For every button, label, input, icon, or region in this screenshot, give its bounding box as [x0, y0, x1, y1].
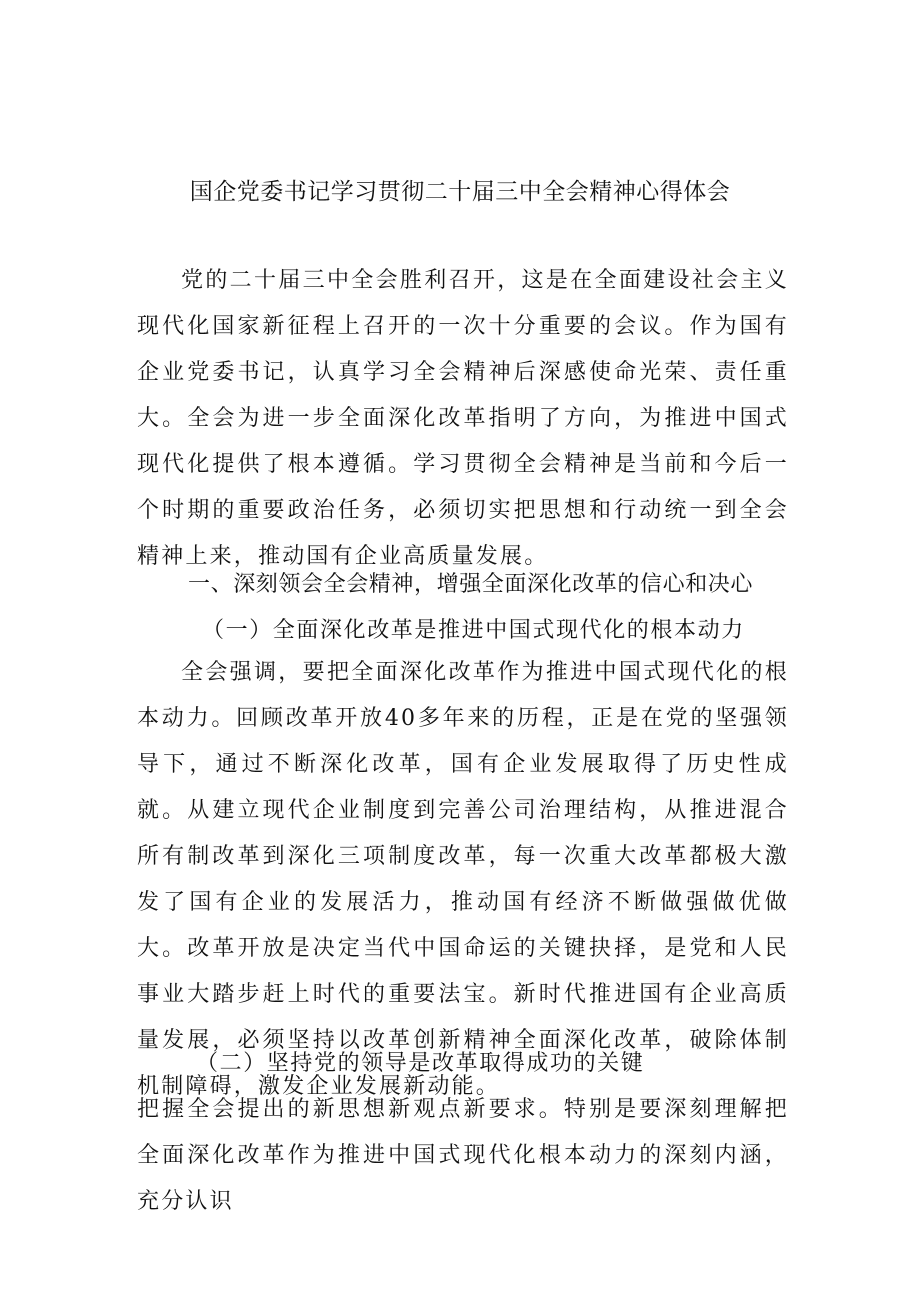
document-title: 国企党委书记学习贯彻二十届三中全会精神心得体会 [189, 179, 731, 205]
subsection-heading-1: （一）全面深化改革是推进中国式现代化的根本动力 [202, 618, 745, 643]
intro-paragraph: 党的二十届三中全会胜利召开，这是在全面建设社会主义现代化国家新征程上召开的一次十分重要的会议。作为国有企业党委书记，认真学习全会精神后深感使命光荣、责任重大。全会为进一步全面深化改革指明了方向，为推进中国式现代化提供了根本遵循。学习贯彻全会精神是当前和今后一个时期的重要政治任务，必须切实把思想和行动统一到全会精神上来，推动国有企业高质量发展。 [137, 268, 789, 569]
subsection-heading-2: （二）坚持党的领导是改革取得成功的关键 [196, 1051, 645, 1076]
subsection-1-paragraph: 全会强调，要把全面深化改革作为推进中国式现代化的根本动力。回顾改革开放40多年来的历程，正是在党的坚强领导下，通过不断深化改革，国有企业发展取得了历史性成就。从建立现代企业制度到完善公司治理结构，从推进混合所有制改革到深化三项制度改革，每一次重大改革都极大激发了国有企业的发展活力，推动国有经济不断做强做优做大。改革开放是决定当代中国命运的关键抉择，是党和人民事业大踏步赶上时代的重要法宝。新时代推进国有企业高质量发展，必须坚持以改革创新精神全面深化改革，破除体制机制障碍，激发企业发展新动能。 [137, 660, 789, 1099]
section-heading-1: 一、深刻领会全会精神，增强全面深化改革的信心和决心 [188, 572, 754, 597]
subsection-2-paragraph: 把握全会提出的新思想新观点新要求。特别是要深刻理解把全面深化改革作为推进中国式现代化根本动力的深刻内涵，充分认识 [137, 1097, 789, 1214]
